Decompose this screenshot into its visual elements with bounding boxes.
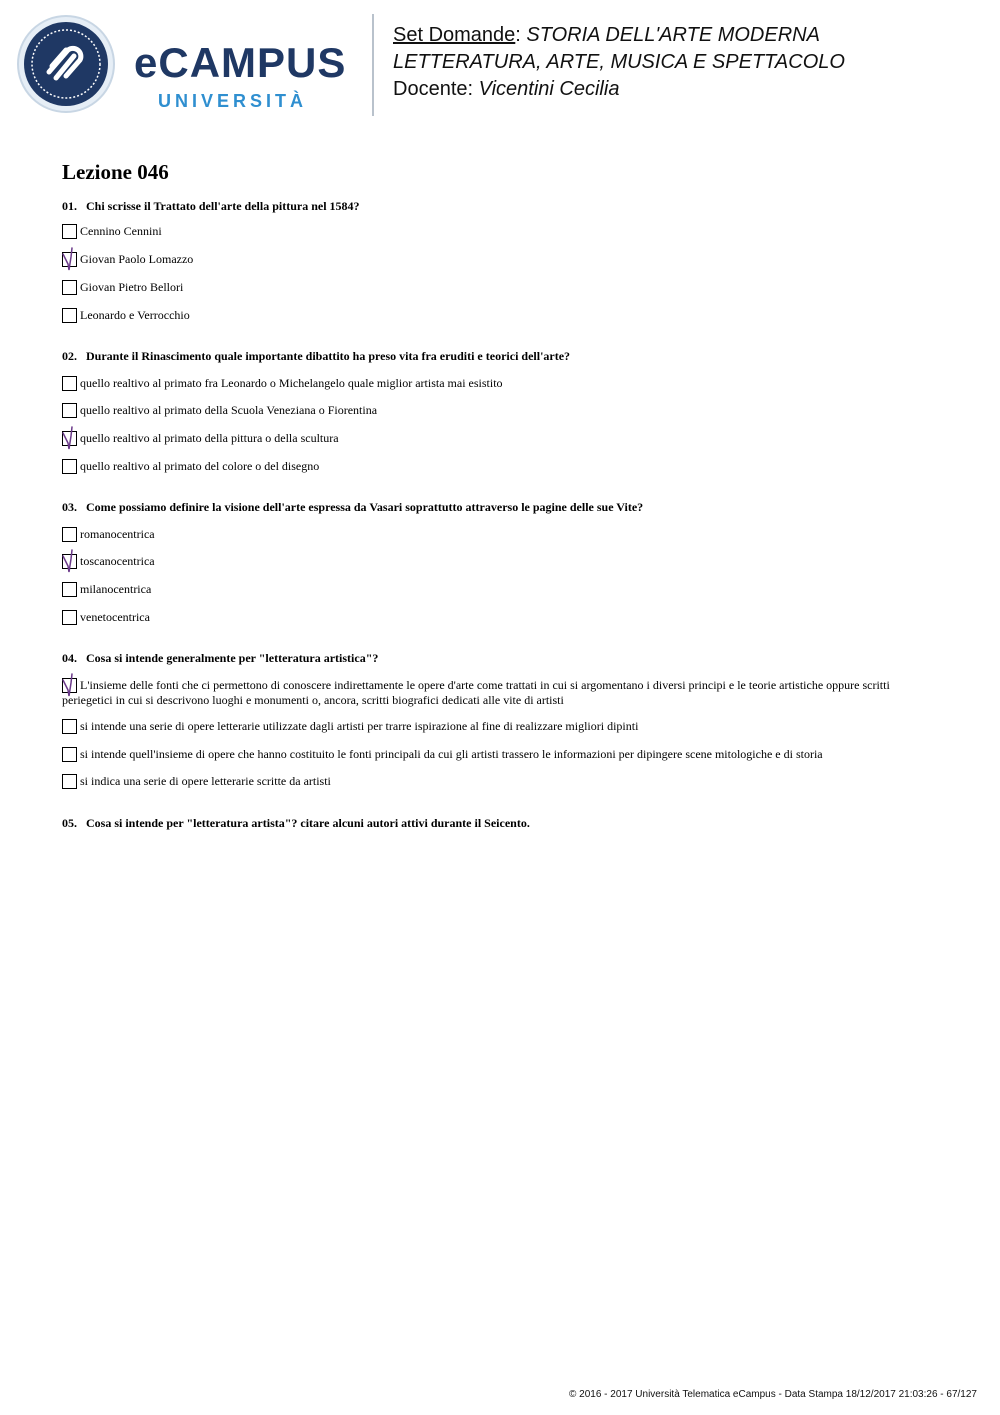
question-04 (62, 651, 378, 666)
brand-wordmark: eCAMPUS (134, 39, 347, 86)
question-text: Come possiamo definire la visione dell'arte espressa da Vasari soprattutto attraverso le pagine delle sue Vite? (86, 500, 644, 514)
option-text: toscanocentrica (80, 554, 155, 568)
checkbox[interactable] (62, 280, 77, 295)
option-02-b[interactable] (62, 403, 942, 418)
question-text: Cosa si intende per "letteratura artista"? citare alcuni autori attivi durante il Seicento. (86, 816, 530, 830)
ecampus-logo (16, 14, 356, 114)
docente-line (393, 76, 845, 103)
option-text: quello realtivo al primato del colore o del disegno (80, 459, 320, 473)
checkbox[interactable] (62, 527, 77, 542)
option-text: Giovan Pietro Bellori (80, 280, 184, 294)
brand-subtitle: UNIVERSITÀ (158, 91, 308, 111)
option-04-b[interactable] (62, 719, 942, 734)
question-number: 05. (62, 816, 77, 830)
option-01-a[interactable] (62, 224, 942, 239)
header-info (393, 22, 845, 103)
page-footer: © 2016 - 2017 Università Telematica eCampus - Data Stampa 18/12/2017 21:03:26 - 67/127 (569, 1389, 977, 1400)
header-divider (372, 14, 374, 116)
set-title-2: LETTERATURA, ARTE, MUSICA E SPETTACOLO (393, 51, 845, 73)
option-02-d[interactable] (62, 459, 942, 474)
docente-name: Vicentini Cecilia (478, 78, 620, 100)
handwritten-check-icon (60, 424, 80, 452)
question-number: 02. (62, 349, 77, 363)
question-number: 01. (62, 199, 77, 213)
checkbox[interactable] (62, 224, 77, 239)
question-text: Cosa si intende generalmente per "letteratura artistica"? (86, 651, 379, 665)
option-01-b[interactable] (62, 252, 942, 267)
checkbox[interactable] (62, 403, 77, 418)
handwritten-check-icon (60, 547, 80, 575)
question-text: Chi scrisse il Trattato dell'arte della pittura nel 1584? (86, 199, 360, 213)
option-text: si intende quell'insieme di opere che hanno costituito le fonti principali da cui gli artisti trassero le informazioni per dipingere scene mitologiche e di storia (80, 747, 823, 761)
set-title-1: STORIA DELL'ARTE MODERNA (526, 24, 820, 46)
option-04-a[interactable] (62, 678, 942, 708)
option-text: quello realtivo al primato della Scuola Veneziana o Fiorentina (80, 403, 378, 417)
option-text: si intende una serie di opere letterarie utilizzate dagli artisti per trarre ispirazione al fine di realizzare migliori dipinti (80, 719, 639, 733)
option-01-d[interactable] (62, 308, 942, 323)
checkbox[interactable] (62, 719, 77, 734)
option-text: L'insieme delle fonti che ci permettono di conoscere indirettamente le opere d'arte come trattati in cui si argomentano i diversi principi e le teorie artistiche oppure scritti periegetici in cui si descrivono luoghi e monumenti o, ancora, scritti biografici dedicati alle vite di artisti (62, 678, 890, 707)
option-text: venetocentrica (80, 610, 150, 624)
checkbox[interactable] (62, 747, 77, 762)
option-text: si indica una serie di opere letterarie scritte da artisti (80, 774, 331, 788)
option-text: romanocentrica (80, 527, 155, 541)
checkbox[interactable] (62, 610, 77, 625)
option-text: milanocentrica (80, 582, 152, 596)
checkbox[interactable] (62, 774, 77, 789)
checkbox[interactable] (62, 376, 77, 391)
question-text: Durante il Rinascimento quale importante dibattito ha preso vita fra eruditi e teorici dell'arte? (86, 349, 571, 363)
option-03-d[interactable] (62, 610, 942, 625)
option-04-c[interactable] (62, 747, 942, 762)
option-03-a[interactable] (62, 527, 942, 542)
set-label: Set Domande (393, 24, 516, 46)
option-02-c[interactable] (62, 431, 942, 446)
option-03-b[interactable] (62, 554, 942, 569)
handwritten-check-icon (60, 245, 80, 273)
question-05 (62, 816, 530, 831)
docente-label: Docente: (393, 78, 474, 100)
question-number: 03. (62, 500, 77, 514)
checkbox[interactable] (62, 459, 77, 474)
lesson-title: Lezione 046 (62, 160, 169, 184)
option-text: Giovan Paolo Lomazzo (80, 252, 194, 266)
option-text: Leonardo e Verrocchio (80, 308, 190, 322)
option-01-c[interactable] (62, 280, 942, 295)
checkbox[interactable] (62, 582, 77, 597)
question-01 (62, 199, 360, 214)
option-text: Cennino Cennini (80, 224, 162, 238)
checkbox[interactable] (62, 308, 77, 323)
set-line-2 (393, 49, 845, 76)
ecampus-seal-icon (16, 14, 116, 114)
option-03-c[interactable] (62, 582, 942, 597)
handwritten-check-icon (60, 671, 80, 699)
option-04-d[interactable] (62, 774, 942, 789)
option-02-a[interactable] (62, 376, 942, 391)
question-02 (62, 349, 570, 364)
option-text: quello realtivo al primato della pittura o della scultura (80, 431, 339, 445)
question-03 (62, 500, 643, 515)
set-line-1: Set Domande: STORIA DELL'ARTE MODERNA (393, 24, 820, 46)
option-text: quello realtivo al primato fra Leonardo o Michelangelo quale miglior artista mai esistito (80, 376, 503, 390)
question-number: 04. (62, 651, 77, 665)
